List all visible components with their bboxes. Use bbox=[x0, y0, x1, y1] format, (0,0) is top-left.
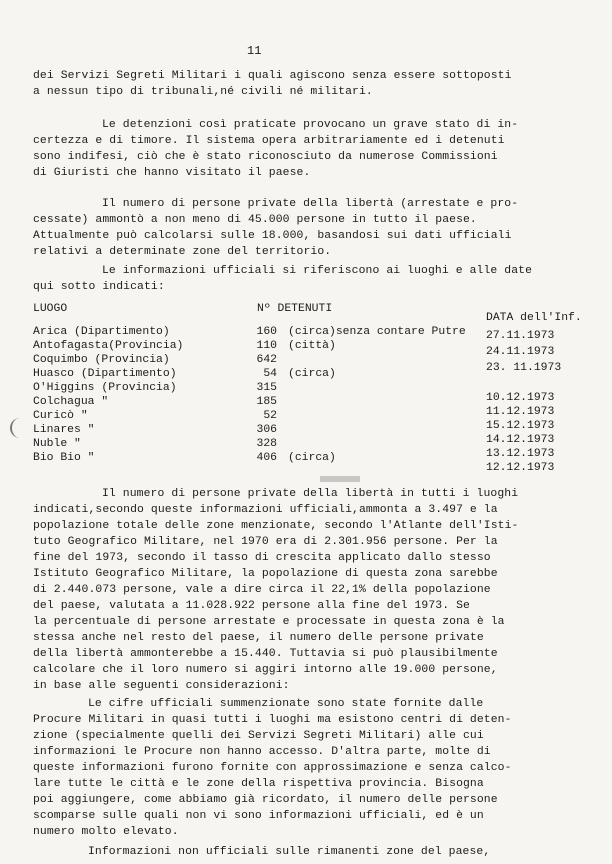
table-row bbox=[0, 326, 612, 341]
para4-line-5: fine del 1973, secondo il tasso di crescita applicato dallo stesso bbox=[33, 552, 491, 564]
binder-mark bbox=[10, 418, 24, 438]
cell-note: (città) bbox=[288, 340, 336, 352]
para4-line-9: la percentuale di persone arrestate e processate in questa zona è la bbox=[33, 616, 505, 628]
para5-line-8: scomparse sulle quali non vi sono informazioni ufficiali, ed è un bbox=[33, 810, 484, 822]
cell-num: 110 bbox=[256, 340, 277, 352]
para4-line-6: Istituto Geografico Militare, la popolazione di questa zona sarebbe bbox=[33, 568, 498, 580]
para5-line-1: Le cifre ufficiali summenzionate sono state fornite dalle bbox=[88, 698, 484, 710]
para4-line-13: in base alle seguenti considerazioni: bbox=[33, 680, 290, 692]
cell-luogo: Linares " bbox=[33, 424, 95, 436]
cell-num: 328 bbox=[256, 438, 277, 450]
table-row bbox=[0, 368, 612, 383]
para5-line-5: queste informazioni furono fornite con approssimazione e senza calco- bbox=[33, 762, 512, 774]
cell-luogo: O'Higgins (Provincia) bbox=[33, 382, 177, 394]
para3-line-1: Le informazioni ufficiali si riferiscono ai luoghi e alle date bbox=[102, 265, 533, 277]
para1-line-3: sono indifesi, ciò che è stato riconosciuto da numerose Commissioni bbox=[33, 151, 498, 163]
para4-line-10: stessa anche nel resto del paese, il numero delle persone private bbox=[33, 632, 484, 644]
cell-luogo: Antofagasta(Provincia) bbox=[33, 340, 184, 352]
para4-line-7: di 2.440.073 persone, vale a dire circa il 22,1% della popolazione bbox=[33, 584, 491, 596]
cell-num: 185 bbox=[256, 396, 277, 408]
cell-num: 315 bbox=[256, 382, 277, 394]
cell-date: 12.12.1973 bbox=[486, 462, 555, 474]
cell-luogo: Huasco (Dipartimento) bbox=[33, 368, 177, 380]
para2-line-4: relativi a determinate zone del territorio. bbox=[33, 246, 332, 258]
para4-line-12: calcolare che il loro numero si aggiri intorno alle 19.000 persone, bbox=[33, 664, 498, 676]
para5-line-2: Procure Militari in quasi tutti i luoghi ma esistono centri di deten- bbox=[33, 714, 512, 726]
cell-note: (circa) bbox=[288, 452, 336, 464]
cell-luogo: Nuble " bbox=[33, 438, 81, 450]
para2-line-2: cessate) ammontò a non meno di 45.000 persone in tutto il paese. bbox=[33, 214, 477, 226]
cell-date: 11.12.1973 bbox=[486, 406, 555, 418]
cell-num: 406 bbox=[256, 452, 277, 464]
cell-num: 160 bbox=[256, 326, 277, 338]
para5-line-7: poi aggiungere, come abbiamo già ricordato, il numero delle persone bbox=[33, 794, 498, 806]
intro-line-1: dei Servizi Segreti Militari i quali agiscono senza essere sottoposti bbox=[33, 70, 512, 82]
para2-line-1: Il numero di persone private della libertà (arrestate e pro- bbox=[102, 198, 519, 210]
para4-line-11: della libertà ammonterebbe a 15.440. Tuttavia si può plausibilmente bbox=[33, 648, 498, 660]
table-row bbox=[0, 340, 612, 358]
cell-luogo: Arica (Dipartimento) bbox=[33, 326, 170, 338]
cell-note: (circa)senza contare Putre bbox=[288, 326, 466, 338]
para5-line-6: lare tutte le città e le zone della rispettiva provincia. Bisogna bbox=[33, 778, 484, 790]
cell-luogo: Curicò " bbox=[33, 410, 88, 422]
para1-line-1: Le detenzioni così praticate provocano un grave stato di in- bbox=[102, 119, 519, 131]
para1-line-2: certezza e di timore. Il sistema opera arbitrariamente ed i detenuti bbox=[33, 135, 505, 147]
para5-line-9: numero molto elevato. bbox=[33, 826, 179, 838]
table-header bbox=[0, 303, 612, 324]
cell-date: 10.12.1973 bbox=[486, 392, 555, 404]
para6-line-1: Informazioni non ufficiali sulle rimanenti zone del paese, bbox=[88, 846, 491, 858]
para5-line-3: zione (specialmente quelli dei Servizi Segreti Militari) alle cui bbox=[33, 730, 484, 742]
header-detenuti: Nº DETENUTI bbox=[257, 303, 333, 315]
para4-line-8: del paese, valutata a 11.028.922 persone alla fine del 1973. Se bbox=[33, 600, 470, 612]
cell-date: 14.12.1973 bbox=[486, 434, 555, 446]
cell-luogo: Coquimbo (Provincia) bbox=[33, 354, 170, 366]
header-luogo: LUOGO bbox=[33, 303, 68, 315]
para4-line-2: indicati,secondo queste informazioni ufficiali,ammonta a 3.497 e la bbox=[33, 504, 498, 516]
cell-luogo: Colchagua " bbox=[33, 396, 109, 408]
cell-date: 27.11.1973 bbox=[486, 330, 555, 342]
cell-num: 54 bbox=[263, 368, 277, 380]
page-number: 11 bbox=[247, 44, 262, 58]
para3-line-2: qui sotto indicati: bbox=[33, 281, 165, 293]
cell-date: 15.12.1973 bbox=[486, 420, 555, 432]
cell-date: 24.11.1973 bbox=[486, 346, 555, 358]
cell-num: 642 bbox=[256, 354, 277, 366]
header-data: DATA dell'Inf. bbox=[486, 312, 582, 324]
table-row bbox=[0, 452, 612, 474]
para4-line-1: Il numero di persone private della libertà in tutti i luoghi bbox=[102, 488, 519, 500]
intro-line-2: a nessun tipo di tribunali,né civili né militari. bbox=[33, 86, 373, 98]
para2-line-3: Attualmente può calcolarsi sulle 18.000, basandosi sui dati ufficiali bbox=[33, 230, 512, 242]
para5-line-4: informazioni le Procure non hanno accesso. D'altra parte, molte di bbox=[33, 746, 491, 758]
cell-note: (circa) bbox=[288, 368, 336, 380]
cell-date: 13.12.1973 bbox=[486, 448, 555, 460]
cell-num: 52 bbox=[263, 410, 277, 422]
cell-luogo: Bio Bio " bbox=[33, 452, 95, 464]
cell-date: 23. 11.1973 bbox=[486, 362, 562, 374]
cell-num: 306 bbox=[256, 424, 277, 436]
para1-line-4: di Giuristi che hanno visitato il paese. bbox=[33, 167, 311, 179]
para4-line-4: tuto Geografico Militare, nel 1970 era di 2.301.956 persone. Per la bbox=[33, 536, 498, 548]
para4-line-3: popolazione totale delle zone menzionate, secondo l'Atlante dell'Isti- bbox=[33, 520, 519, 532]
ink-smudge bbox=[320, 476, 360, 482]
